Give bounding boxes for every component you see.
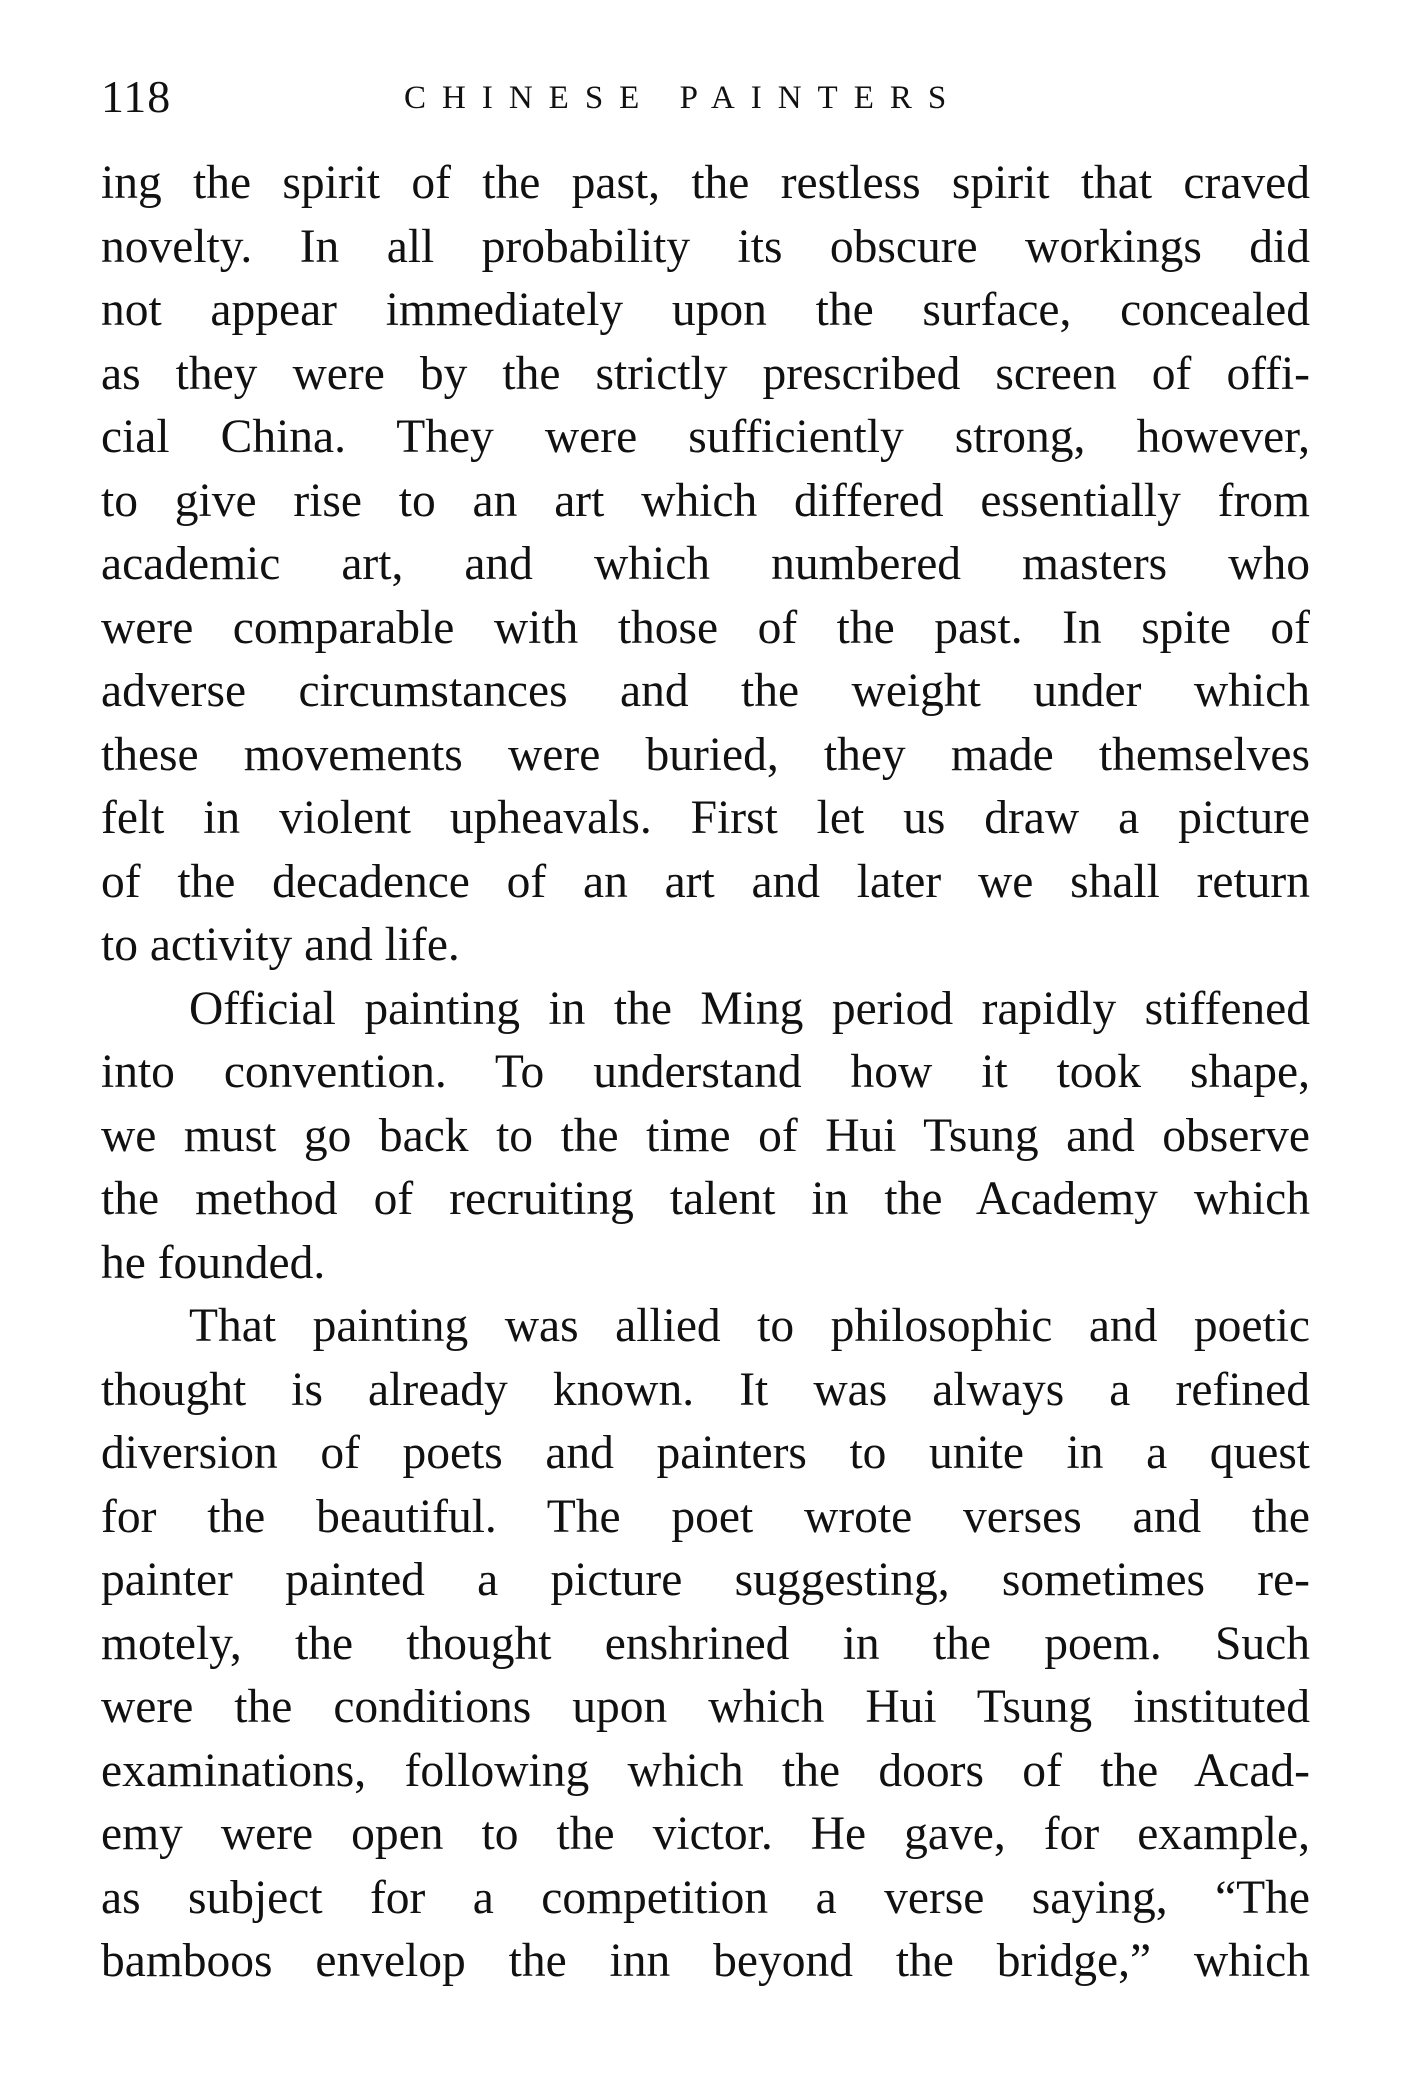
text-line: the method of recruiting talent in the Academy which xyxy=(101,1173,1310,1225)
text-line: academic art, and which numbered masters who xyxy=(101,538,1310,590)
text-line: as they were by the strictly prescribed screen of offi- xyxy=(101,347,1310,400)
text-line: Official painting in the Ming period rapidly stiffened xyxy=(189,982,1310,1035)
text-line: were the conditions upon which Hui Tsung instituted xyxy=(101,1681,1310,1733)
paragraph-2 xyxy=(101,978,1310,1296)
text-line: these movements were buried, they made themselves xyxy=(101,728,1310,781)
text-line: were comparable with those of the past. In spite of xyxy=(101,601,1310,654)
text-line: for the beautiful. The poet wrote verses and the xyxy=(101,1490,1310,1543)
text-line: emy were open to the victor. He gave, for example, xyxy=(101,1808,1310,1860)
text-line: to activity and life. xyxy=(101,919,460,971)
text-line: felt in violent upheavals. First let us draw a picture xyxy=(101,792,1310,844)
paragraph-1 xyxy=(101,152,1310,978)
text-line: motely, the thought enshrined in the poem. Such xyxy=(101,1617,1310,1670)
book-page xyxy=(101,70,1310,1994)
text-line: cial China. They were sufficiently strong, however, xyxy=(101,411,1310,463)
text-line: diversion of poets and painters to unite in a quest xyxy=(101,1427,1310,1479)
text-line: to give rise to an art which differed essentially from xyxy=(101,474,1310,527)
text-line: bamboos envelop the inn beyond the bridge,” which xyxy=(101,1935,1310,1987)
text-line: examinations, following which the doors of the Acad- xyxy=(101,1744,1310,1797)
page-header xyxy=(101,70,1310,140)
text-line: That painting was allied to philosophic and poetic xyxy=(189,1300,1310,1352)
text-line: adverse circumstances and the weight under which xyxy=(101,665,1310,717)
text-line: as subject for a competition a verse saying, “The xyxy=(101,1871,1310,1924)
text-line: we must go back to the time of Hui Tsung and observe xyxy=(101,1109,1310,1162)
text-line: he founded. xyxy=(101,1236,326,1289)
text-line: novelty. In all probability its obscure workings did xyxy=(101,220,1310,273)
text-line: painter painted a picture suggesting, sometimes re- xyxy=(101,1554,1310,1606)
text-line: not appear immediately upon the surface, concealed xyxy=(101,284,1310,336)
page-number: 118 xyxy=(101,71,172,122)
paragraph-3 xyxy=(101,1295,1310,1994)
text-line: thought is already known. It was always a refined xyxy=(101,1363,1310,1416)
text-line: ing the spirit of the past, the restless spirit that craved xyxy=(101,157,1310,209)
running-title: CHINESE PAINTERS xyxy=(404,80,963,116)
text-line: into convention. To understand how it took shape, xyxy=(101,1046,1310,1098)
text-line: of the decadence of an art and later we shall return xyxy=(101,855,1310,908)
